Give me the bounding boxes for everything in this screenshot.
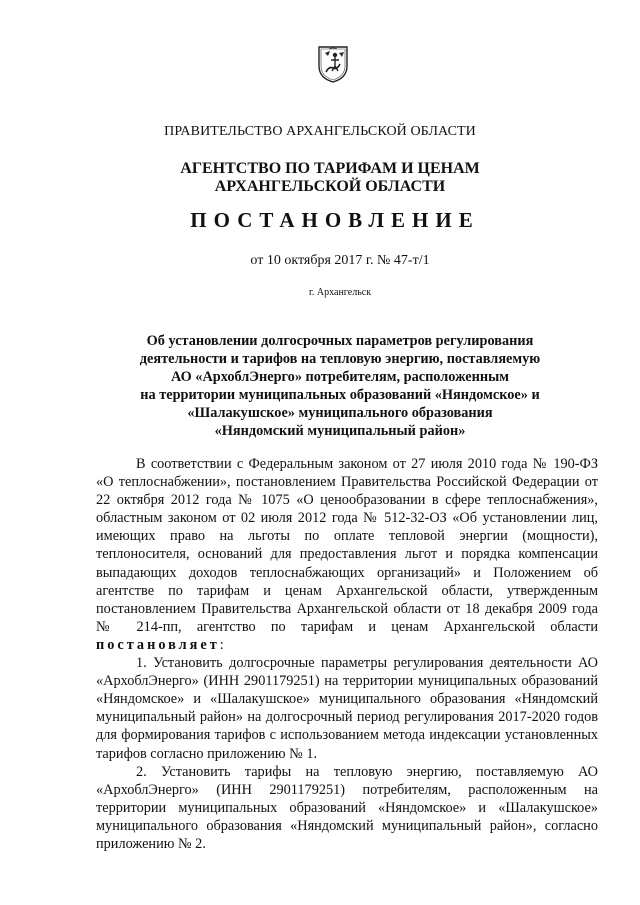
preamble-paragraph: В соответствии с Федеральным законом от 27 июля 2010 года № 190-ФЗ «О теплоснабжении», постановлением Правительства Российской Федерации от 22 октября 2012 года № 1075 «О ценообразовании в сфере теплоснабжения», областным законом от 02 июля 2012 года № 512-32-ОЗ «Об установлении лиц, имеющих право на льготы по оплате тепловой энергии (мощности), теплоносителя, оснований для предоставления льгот и порядка компенсации выпадающих доходов теплоснабжающих организаций» и Положением об агентстве по тарифам и ценам Архангельской области, утвержденным постановлением Правительства Архангельской области от 18 декабря 2009 года № 214-пп, агентство по тарифам и ценам Архангельской области постановляет:	[96, 456, 598, 653]
subject-line: деятельности и тарифов на тепловую энергию, поставляемую	[139, 351, 541, 367]
subject-line: «Няндомский муниципальный район»	[214, 423, 466, 439]
document-subject	[100, 332, 580, 440]
agency-title-line1: АГЕНТСТВО ПО ТАРИФАМ И ЦЕНАМ	[180, 160, 480, 177]
subject-line: «Шалакушское» муниципального образования	[187, 405, 493, 421]
subject-line: Об установлении долгосрочных параметров регулирования	[146, 333, 534, 349]
subject-line: АО «АрхоблЭнерго» потребителям, расположенным	[171, 369, 509, 385]
agency-title-line2: АРХАНГЕЛЬСКОЙ ОБЛАСТИ	[214, 178, 446, 195]
document-city: г. Архангельск	[308, 287, 372, 298]
item-2-paragraph: 2. Установить тарифы на тепловую энергию, поставляемую АО «АрхоблЭнерго» (ИНН 2901179251) потребителям, расположенным на территории муниципальных образований «Няндомское» и «Шалакушское» муниципального образования «Няндомский муниципальный район», согласно приложению № 2.	[96, 763, 598, 852]
item-1-paragraph: 1. Установить долгосрочные параметры регулирования деятельности АО «АрхоблЭнерго» (ИНН 2901179251) на территории муниципальных образований «Няндомское» и «Шалакушское» муниципального образования «Няндомский муниципальный район» на долгосрочный период регулирования 2017-2020 годов для формирования тарифов с использованием метода индексации установленных тарифов согласно приложению № 1.	[96, 655, 598, 762]
document-body	[96, 455, 598, 853]
agency-title	[0, 160, 640, 196]
document-date-number: от 10 октября 2017 г. № 47-т/1	[250, 253, 430, 268]
arkhangelsk-coat-of-arms-icon	[316, 44, 350, 84]
decree-word: постановляет	[96, 636, 220, 653]
document-type: ПОСТАНОВЛЕНИЕ	[190, 208, 480, 232]
subject-line: на территории муниципальных образований «Няндомское» и	[140, 387, 540, 403]
preamble-text: В соответствии с Федеральным законом от 27 июля 2010 года № 190-ФЗ «О теплоснабжении», постановлением Правительства Российской Федерации от 22 октября 2012 года № 1075 «О ценообразовании в сфере теплоснабжения», областным законом от 02 июля 2012 года № 512-32-ОЗ «Об установлении лиц, имеющих право на льготы по оплате тепловой энергии (мощности), теплоносителя, оснований для предоставления льгот и порядка компенсации выпадающих доходов теплоснабжающих организаций» и Положением об агентстве по тарифам и ценам Архангельской области, утвержденным постановлением Правительства Архангельской области от 18 декабря 2009 года № 214-пп, агентство по тарифам и ценам Архангельской области	[96, 456, 598, 635]
government-title: ПРАВИТЕЛЬСТВО АРХАНГЕЛЬСКОЙ ОБЛАСТИ	[164, 124, 476, 139]
